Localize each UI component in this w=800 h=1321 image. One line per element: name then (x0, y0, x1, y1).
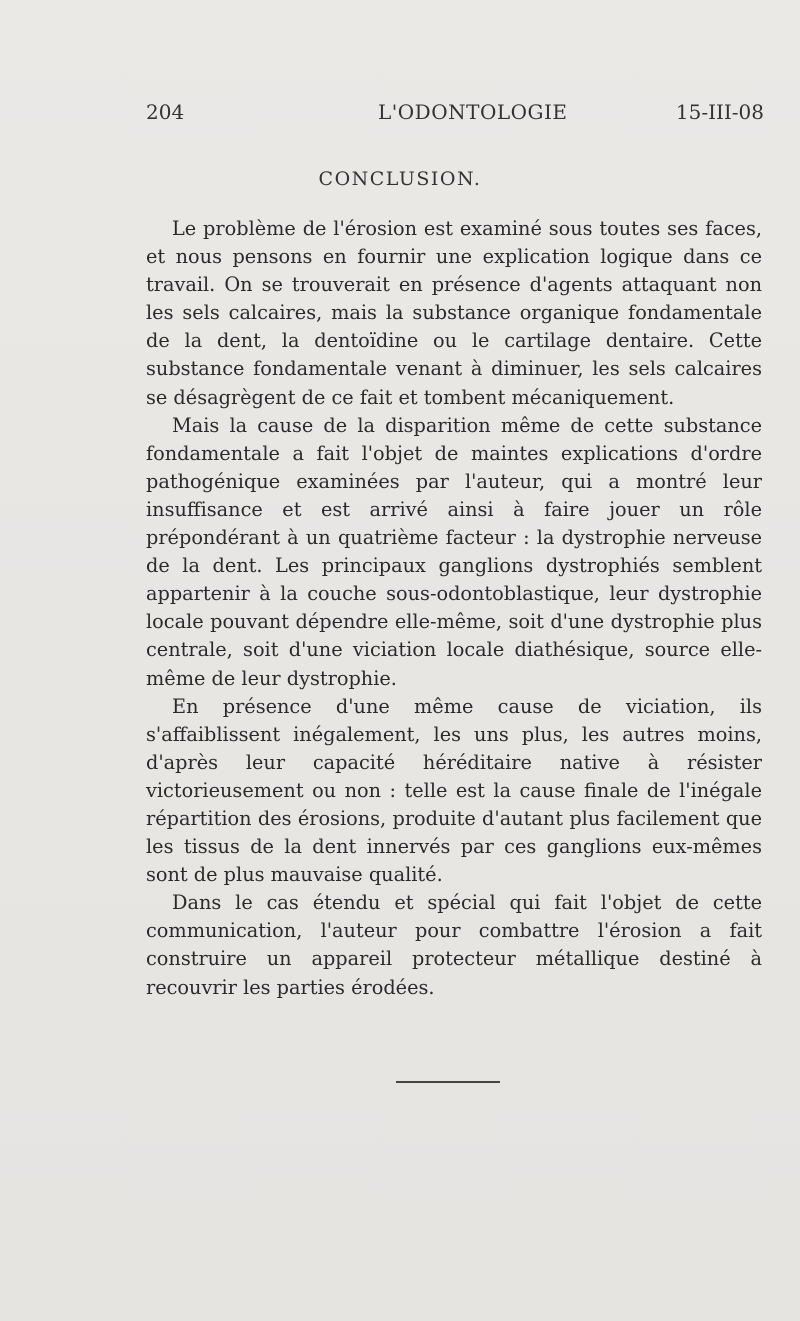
end-rule (396, 1081, 500, 1083)
journal-title: L'ODONTOLOGIE (378, 100, 568, 124)
paragraph: Le problème de l'érosion est examiné sous toutes ses faces, et nous pensons en fournir une explication logique dans ce travail. On se trouverait en présence d'agents attaquant non les sels calcaires, mais la substance organique fondamentale de la dent, la dentoïdine ou le cartilage dentaire. Cette substance fondamentale venant à diminuer, les sels calcaires se désagrègent de ce fait et tombent mécaniquement. (146, 217, 762, 409)
section-heading: CONCLUSION. (318, 168, 482, 190)
paragraph: Dans le cas étendu et spécial qui fait l'objet de cette communication, l'auteur pour combattre l'érosion a fait construire un appareil protecteur métallique destiné à recouvrir les parties érodées. (146, 891, 762, 999)
body-text (146, 215, 762, 1002)
paragraph: En présence d'une même cause de viciation, ils s'affaiblissent inégalement, les uns plus, les autres moins, d'après leur capacité héréditaire native à résister victorieusement ou non : telle est la cause finale de l'inégale répartition des érosions, produite d'autant plus facilement que les tissus de la dent innervés par ces ganglions eux-mêmes sont de plus mauvaise qualité. (146, 694, 762, 887)
running-head (146, 100, 766, 130)
paragraph: Mais la cause de la disparition même de cette substance fondamentale a fait l'objet de maintes explications d'ordre pathogénique examinées par l'auteur, qui a montré leur insuffisance et est arrivé ainsi à faire jouer un rôle prépondérant à un quatrième facteur : la dystrophie nerveuse de la dent. Les principaux ganglions dystrophiés semblent appartenir à la couche sous-odontoblastique, leur dystrophie locale pouvant dépendre elle-même, soit d'une dystrophie plus centrale, soit d'une viciation locale diathésique, source elle-même de leur dystrophie. (146, 413, 762, 690)
page-number: 204 (146, 100, 185, 124)
issue-date: 15-III-08 (675, 100, 764, 124)
